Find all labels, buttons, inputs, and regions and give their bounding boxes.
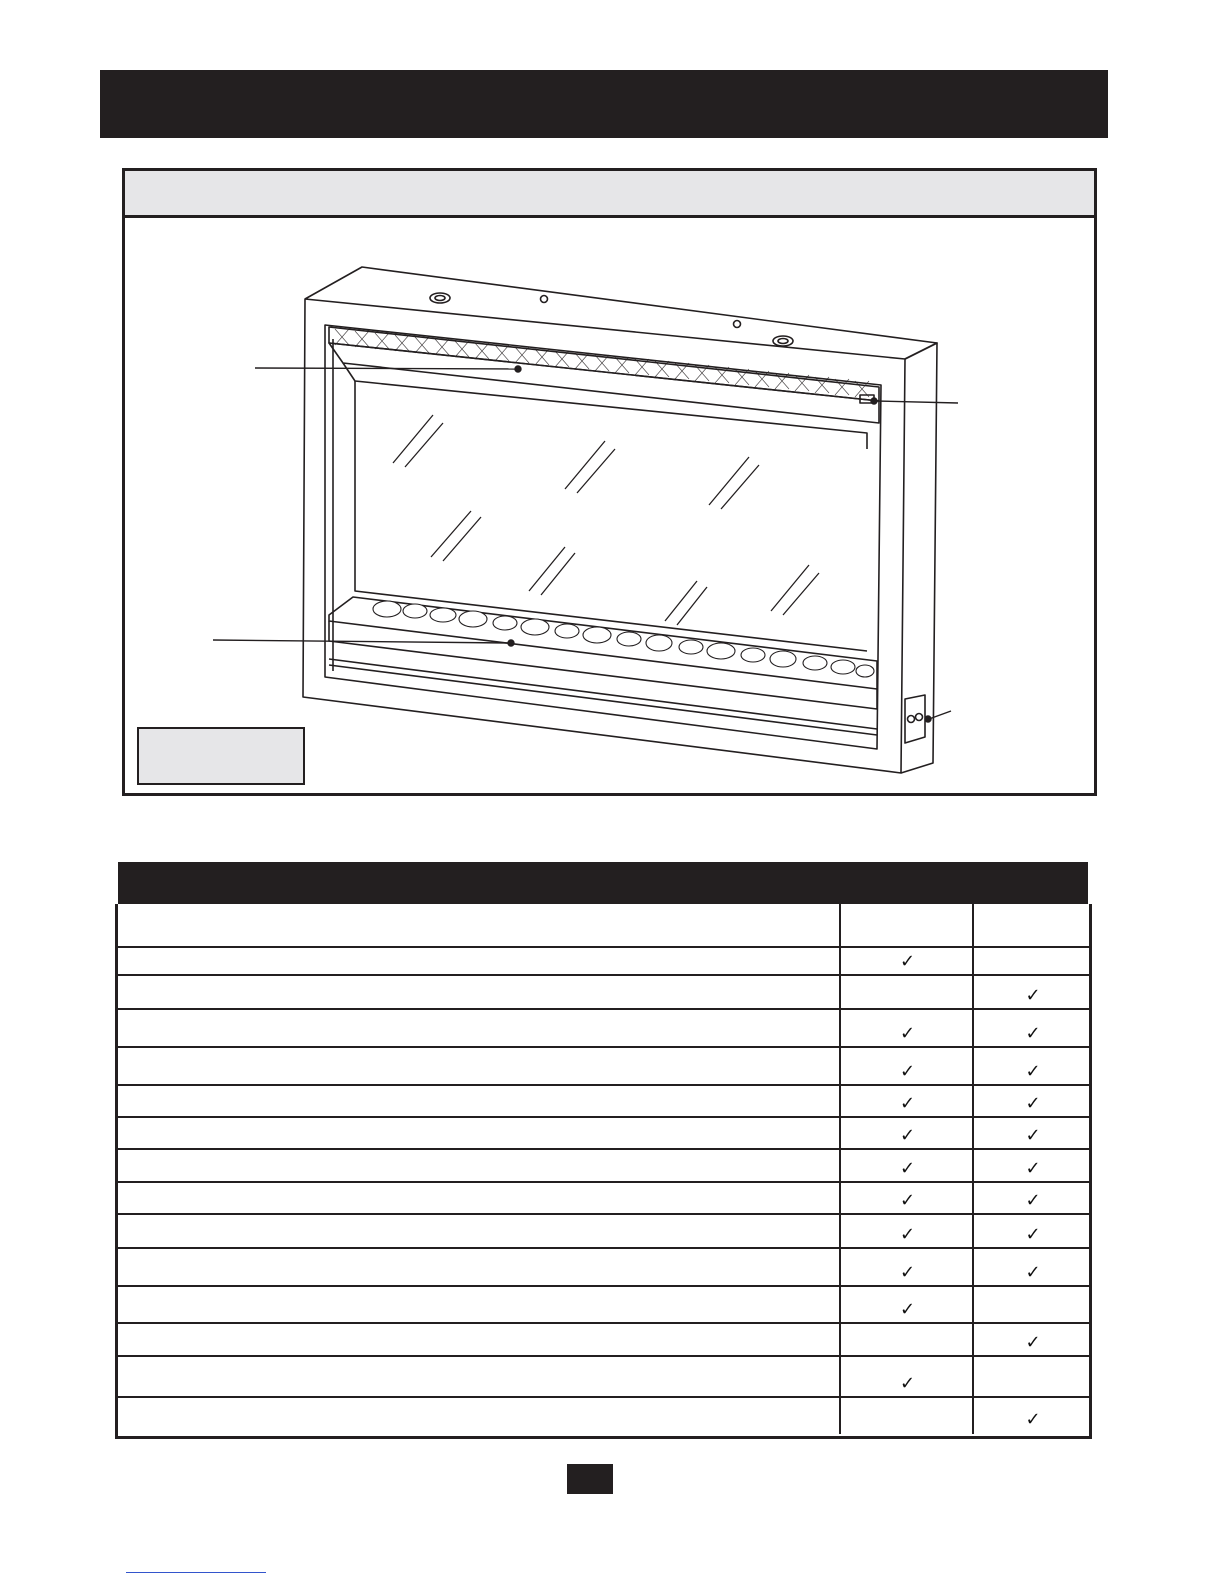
row-description [118, 1249, 839, 1287]
fireplace-insert-illustration [125, 171, 1094, 793]
page-number-box [567, 1464, 613, 1494]
row-c1-cell [839, 1249, 974, 1287]
table-row [118, 1181, 1089, 1215]
table-row [118, 1148, 1089, 1183]
checkmark-icon: ✓ [899, 1023, 916, 1044]
row-c1-cell [839, 1287, 974, 1324]
features-table-header [118, 862, 1088, 904]
row-c2-cell [972, 1150, 1092, 1183]
checkmark-icon: ✓ [1025, 1409, 1041, 1430]
checkmark-icon: ✓ [899, 1224, 916, 1245]
checkmark-icon: ✓ [899, 1158, 916, 1179]
features-table [115, 904, 1092, 1439]
checkmark-icon: ✓ [1025, 1190, 1041, 1211]
table-row [118, 1116, 1089, 1150]
row-c2-cell [972, 1010, 1092, 1048]
table-row [118, 1084, 1089, 1118]
checkmark-icon: ✓ [1025, 1023, 1041, 1044]
checkmark-icon: ✓ [899, 951, 916, 972]
row-c1-cell [839, 1048, 974, 1086]
checkmark-icon: ✓ [1025, 1224, 1041, 1245]
row-c2-cell [972, 948, 1092, 976]
row-description [118, 1287, 839, 1324]
diagram-panel [122, 168, 1097, 796]
row-c1-cell [839, 1215, 974, 1249]
row-c2-cell [972, 1398, 1092, 1434]
table-row [118, 1008, 1089, 1048]
row-c1-cell [839, 1357, 974, 1398]
table-row [118, 1046, 1089, 1086]
row-c2-cell [972, 1118, 1092, 1150]
table-row [118, 1355, 1089, 1398]
checkmark-icon: ✓ [899, 1373, 916, 1394]
row-c2-cell [972, 904, 1092, 946]
table-row [118, 1396, 1089, 1434]
row-description [118, 1010, 839, 1048]
row-c2-cell [972, 1086, 1092, 1118]
table-row [118, 974, 1089, 1010]
row-c2-cell [972, 1287, 1092, 1324]
row-c1-cell [839, 1183, 974, 1215]
table-row [118, 1285, 1089, 1324]
row-c1-cell [839, 1010, 974, 1048]
row-c2-cell [972, 1183, 1092, 1215]
row-c2-cell [972, 1048, 1092, 1086]
model-legend-box [137, 727, 305, 785]
row-c1-cell [839, 976, 974, 1010]
checkmark-icon: ✓ [899, 1125, 916, 1146]
row-description [118, 1324, 839, 1357]
row-description [118, 976, 839, 1010]
checkmark-icon: ✓ [1025, 1093, 1041, 1114]
checkmark-icon: ✓ [1025, 1061, 1041, 1082]
checkmark-icon: ✓ [899, 1190, 916, 1211]
row-description [118, 904, 839, 946]
row-c2-cell [972, 1357, 1092, 1398]
row-description [118, 1118, 839, 1150]
row-c2-cell [972, 1249, 1092, 1287]
table-row [118, 904, 1089, 946]
checkmark-icon: ✓ [1025, 1332, 1041, 1353]
table-row [118, 1213, 1089, 1249]
table-row [118, 1247, 1089, 1287]
row-description [118, 948, 839, 976]
row-c1-cell [839, 1150, 974, 1183]
row-description [118, 1086, 839, 1118]
row-c1-cell [839, 1086, 974, 1118]
row-description [118, 1215, 839, 1249]
checkmark-icon: ✓ [1025, 985, 1041, 1006]
checkmark-icon: ✓ [899, 1299, 916, 1320]
row-c1-cell [839, 1118, 974, 1150]
row-c1-cell [839, 1324, 974, 1357]
checkmark-icon: ✓ [899, 1061, 916, 1082]
checkmark-icon: ✓ [899, 1093, 916, 1114]
row-c2-cell [972, 1324, 1092, 1357]
row-description [118, 1357, 839, 1398]
checkmark-icon: ✓ [899, 1262, 916, 1283]
page-header-bar [100, 70, 1108, 138]
checkmark-icon: ✓ [1025, 1125, 1041, 1146]
table-row [118, 1322, 1089, 1357]
row-description [118, 1398, 839, 1434]
checkmark-icon: ✓ [1025, 1158, 1041, 1179]
row-c2-cell [972, 1215, 1092, 1249]
row-c1-cell [839, 1398, 974, 1434]
row-description [118, 1150, 839, 1183]
row-c2-cell [972, 976, 1092, 1010]
checkmark-icon: ✓ [1025, 1262, 1041, 1283]
row-description [118, 1048, 839, 1086]
row-description [118, 1183, 839, 1215]
table-row [118, 946, 1089, 976]
row-c1-cell [839, 948, 974, 976]
footer-link[interactable] [126, 1554, 266, 1573]
row-c1-cell [839, 904, 974, 946]
